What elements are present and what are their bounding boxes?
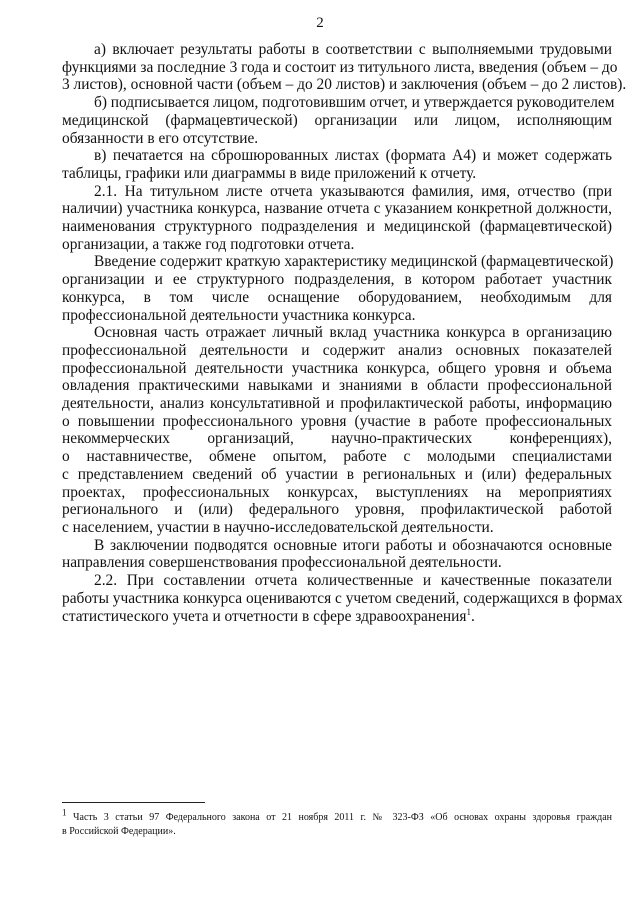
- text-line: [62, 289, 612, 307]
- paragraph: [62, 183, 612, 254]
- text-line: [62, 94, 615, 112]
- text-line: [62, 360, 612, 378]
- line-text: организации, а также год подготовки отчета.: [62, 235, 355, 253]
- text-line: [62, 165, 612, 183]
- text-line: [62, 589, 623, 608]
- line-text: Введение содержит краткую характеристику медицинской (фармацевтической): [94, 253, 614, 271]
- text-line: [62, 236, 612, 254]
- line-text: конкурса, в том числе оснащение оборудованием, необходимым для: [62, 288, 612, 306]
- line-text: проектах, профессиональных конкурсах, выступлениях на мероприятиях: [62, 483, 612, 501]
- paragraph: [62, 572, 623, 625]
- line-text: овладения практическими навыками и знаниями в области профессиональной: [62, 377, 612, 395]
- text-line: [62, 519, 612, 537]
- text-line: [62, 112, 612, 130]
- text-line: [62, 448, 612, 466]
- text-line: [62, 413, 612, 431]
- line-text: а) включает результаты работы в соответствии с выполняемыми трудовыми: [94, 41, 612, 58]
- text-line: [62, 183, 612, 201]
- line-text: таблицы, графики или диаграммы в виде приложений к отчету.: [62, 164, 477, 182]
- paragraph: [62, 147, 612, 182]
- line-text: с населением, участии в научно-исследовательской деятельности.: [62, 518, 494, 536]
- line-text: 2.2. При составлении отчета количественные и качественные показатели: [94, 572, 612, 590]
- page-number: 2: [316, 15, 324, 31]
- line-text: функциями за последние 3 года и состоит из титульного листа, введения (объем – до: [62, 58, 618, 76]
- text-line: [62, 430, 612, 448]
- footnote-text: в Российской Федерации».: [62, 826, 176, 837]
- line-text: регионального и (или) федерального уровня, профилактической работой: [62, 501, 612, 519]
- text-line: [62, 608, 612, 626]
- paragraph: [62, 537, 612, 572]
- line-text: с представлением сведений об участии в региональных и (или) федеральных: [62, 465, 612, 483]
- text-line: [62, 147, 612, 165]
- text-line: [62, 58, 618, 77]
- line-text: б) подписывается лицом, подготовившим отчет, и утверждается руководителем: [94, 94, 615, 112]
- line-text: в) печатается на сброшюрованных листах (формата А4) и может содержать: [94, 147, 612, 165]
- line-text: 3 листов), основной части (объем – до 20 листов) и заключения (объем – до 2 листов).: [62, 76, 627, 94]
- text-line: [62, 76, 627, 94]
- text-line: [62, 572, 612, 590]
- paragraph: [62, 253, 612, 324]
- line-text: работы участника конкурса оцениваются с учетом сведений, содержащихся в формах: [62, 589, 623, 607]
- line-text: наименования структурного подразделения и медицинской (фармацевтической): [62, 218, 612, 236]
- text-line: [62, 377, 612, 395]
- line-text: обязанности в его отсутствие.: [62, 129, 259, 147]
- line-text: направления совершенствования профессиональной деятельности.: [62, 554, 502, 572]
- line-text: о повышении профессионального уровня (участие в работе профессиональных: [62, 412, 612, 430]
- text-line: [62, 130, 612, 148]
- footnote-separator: [62, 802, 205, 803]
- footnote: [62, 807, 612, 839]
- text-line: [62, 466, 612, 484]
- line-text: организации и ее структурного подразделения, в котором работает участник: [62, 271, 612, 289]
- line-text: некоммерческих организаций, научно-практических конференциях),: [62, 430, 612, 448]
- text-line: [62, 324, 612, 342]
- paragraph: [62, 324, 612, 536]
- line-text: наличии) участника конкурса, название отчета с указанием конкретной должности,: [62, 200, 612, 218]
- text-line: [62, 253, 612, 271]
- text-line: [62, 501, 612, 519]
- footnote-text: Часть 3 статьи 97 Федерального закона от 21 ноября 2011 г. № 323-ФЗ «Об основах охраны здоровья граждан: [73, 812, 612, 823]
- line-text: деятельности, анализ консультативной и профилактической работы, информацию: [62, 395, 612, 413]
- line-text: профессиональной деятельности и содержит анализ основных показателей: [62, 341, 612, 359]
- line-text: Основная часть отражает личный вклад участника конкурса в организацию: [94, 324, 612, 342]
- text-line: [62, 537, 612, 555]
- footnote-reference[interactable]: 1: [466, 606, 471, 617]
- line-text: профессиональной деятельности участника конкурса, общего уровня и объема: [62, 359, 612, 377]
- text-line: [62, 395, 612, 413]
- footnote-marker: 1: [62, 807, 67, 818]
- text-line: [62, 342, 612, 360]
- line-text: В заключении подводятся основные итоги работы и обозначаются основные: [94, 536, 612, 554]
- line-text: статистического учета и отчетности в сфере здравоохранения: [62, 607, 467, 625]
- text-line: [62, 307, 612, 325]
- text-line: [62, 200, 612, 218]
- text-line: [62, 41, 612, 59]
- text-line: [62, 484, 612, 502]
- paragraph: [62, 94, 615, 147]
- line-text: профессиональной деятельности участника конкурса.: [62, 306, 416, 324]
- footnote-line: [62, 825, 612, 839]
- document-body: [62, 41, 627, 625]
- footnote-line: [62, 807, 612, 825]
- line-text: о наставничестве, обмене опытом, работе с молодыми специалистами: [62, 448, 612, 466]
- text-line: [62, 218, 612, 236]
- paragraph: [62, 41, 627, 94]
- line-text: 2.1. На титульном листе отчета указываются фамилия, имя, отчество (при: [94, 182, 612, 200]
- text-line: [62, 271, 612, 289]
- line-text: медицинской (фармацевтической) организации или лицом, исполняющим: [62, 111, 612, 129]
- line-tail: .: [470, 607, 475, 625]
- text-line: [62, 554, 612, 572]
